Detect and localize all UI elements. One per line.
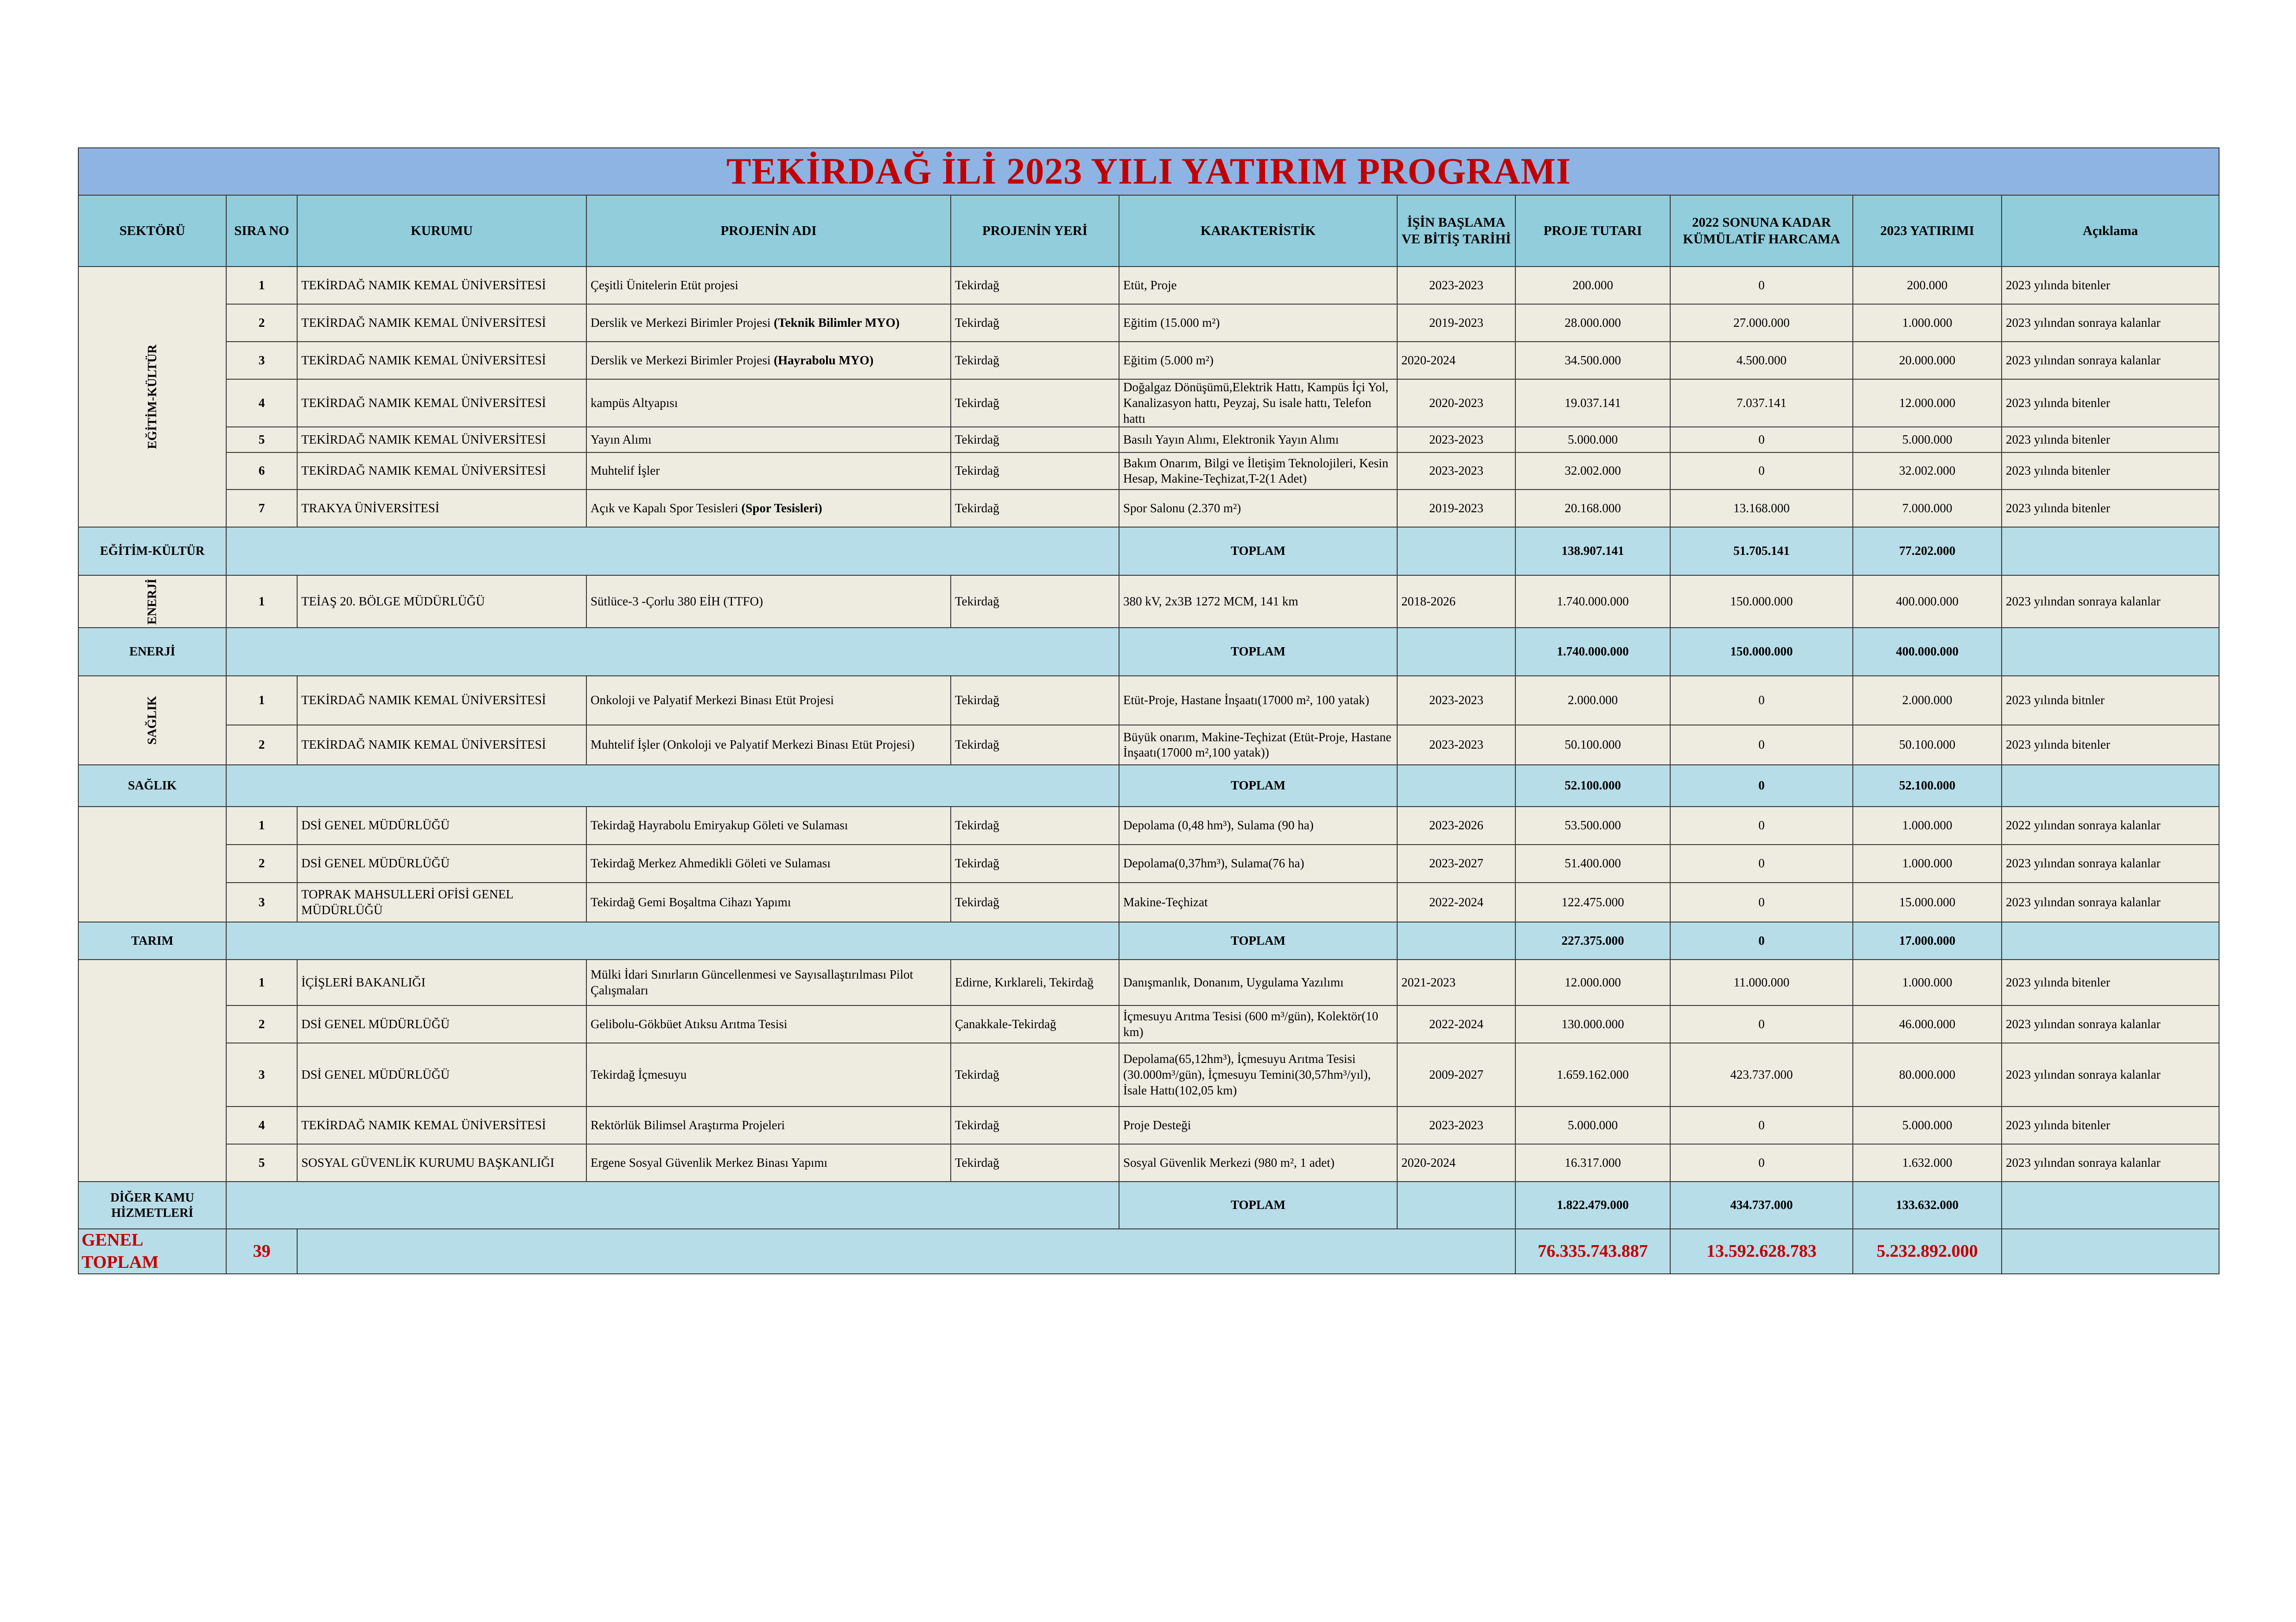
table-row <box>78 427 2219 452</box>
total-spacer <box>226 1182 1119 1229</box>
cell-note: 2023 yılında bitenler <box>2002 490 2219 527</box>
cell-amount: 200.000 <box>1515 267 1670 304</box>
cell-no: 3 <box>226 342 297 379</box>
cell-project-name <box>586 676 951 725</box>
total-dates-empty <box>1397 628 1515 676</box>
header-note: Açıklama <box>2002 195 2219 267</box>
project-name-text: Gelibolu-Gökbüet Atıksu Arıtma Tesisi <box>591 1017 788 1031</box>
cell-note: 2023 yılından sonraya kalanlar <box>2002 883 2219 922</box>
project-name-text: Muhtelif İşler (Onkoloji ve Palyatif Merkezi Binası Etüt Projesi) <box>591 738 915 752</box>
cell-note: 2023 yılında bitenler <box>2002 427 2219 452</box>
table-row <box>78 304 2219 342</box>
cell-note: 2023 yılından sonraya kalanlar <box>2002 304 2219 342</box>
cell-project-name <box>586 807 951 845</box>
cell-location: Tekirdağ <box>951 725 1119 765</box>
cell-invest2023: 32.002.000 <box>1853 452 2002 490</box>
cell-dates: 2023-2023 <box>1397 1107 1515 1144</box>
total-word: TOPLAM <box>1119 628 1397 676</box>
cell-project-name <box>586 725 951 765</box>
cell-cumulative: 0 <box>1670 883 1853 922</box>
cell-invest2023: 15.000.000 <box>1853 883 2002 922</box>
cell-project-name <box>586 1144 951 1182</box>
cell-project-name <box>586 267 951 304</box>
cell-characteristic: Depolama(65,12hm³), İçmesuyu Arıtma Tesisi (30.000m³/gün), İçmesuyu Temini(30,57hm³/yıl), İsale Hattı(102,05 km) <box>1119 1043 1397 1107</box>
total-word: TOPLAM <box>1119 765 1397 807</box>
grand-total-row <box>78 1229 2219 1274</box>
cell-location: Tekirdağ <box>951 304 1119 342</box>
cell-location: Tekirdağ <box>951 342 1119 379</box>
cell-dates: 2023-2023 <box>1397 676 1515 725</box>
total-cumulative: 434.737.000 <box>1670 1182 1853 1229</box>
cell-institution: TRAKYA ÜNİVERSİTESİ <box>297 490 586 527</box>
cell-institution: TEKİRDAĞ NAMIK KEMAL ÜNİVERSİTESİ <box>297 304 586 342</box>
cell-characteristic: Sosyal Güvenlik Merkezi (980 m², 1 adet) <box>1119 1144 1397 1182</box>
cell-dates: 2020-2024 <box>1397 342 1515 379</box>
cell-amount: 20.168.000 <box>1515 490 1670 527</box>
cell-note: 2023 yılında bitenler <box>2002 1107 2219 1144</box>
total-invest2023: 52.100.000 <box>1853 765 2002 807</box>
table-row <box>78 1005 2219 1043</box>
cell-institution: TEKİRDAĞ NAMIK KEMAL ÜNİVERSİTESİ <box>297 267 586 304</box>
total-invest2023: 77.202.000 <box>1853 527 2002 575</box>
cell-dates: 2019-2023 <box>1397 304 1515 342</box>
cell-location: Çanakkale-Tekirdağ <box>951 1005 1119 1043</box>
total-note-empty <box>2002 628 2219 676</box>
cell-project-name <box>586 490 951 527</box>
cell-dates: 2019-2023 <box>1397 490 1515 527</box>
table-row <box>78 490 2219 527</box>
cell-institution: TEKİRDAĞ NAMIK KEMAL ÜNİVERSİTESİ <box>297 1107 586 1144</box>
cell-note: 2023 yılında bitenler <box>2002 960 2219 1005</box>
cell-project-name <box>586 342 951 379</box>
cell-no: 1 <box>226 960 297 1005</box>
cell-dates: 2023-2023 <box>1397 725 1515 765</box>
total-invest2023: 133.632.000 <box>1853 1182 2002 1229</box>
cell-invest2023: 46.000.000 <box>1853 1005 2002 1043</box>
header-row <box>78 195 2219 267</box>
cell-institution: TEKİRDAĞ NAMIK KEMAL ÜNİVERSİTESİ <box>297 427 586 452</box>
project-name-bold: (Teknik Bilimler MYO) <box>774 315 900 330</box>
total-note-empty <box>2002 922 2219 960</box>
grand-total-invest2023: 5.232.892.000 <box>1853 1229 2002 1274</box>
cell-dates: 2023-2023 <box>1397 452 1515 490</box>
cell-invest2023: 50.100.000 <box>1853 725 2002 765</box>
sector-cell <box>78 575 226 628</box>
sector-cell <box>78 807 226 922</box>
cell-invest2023: 20.000.000 <box>1853 342 2002 379</box>
table-row <box>78 1107 2219 1144</box>
cell-location: Tekirdağ <box>951 1144 1119 1182</box>
cell-characteristic: Depolama(0,37hm³), Sulama(76 ha) <box>1119 845 1397 883</box>
grand-total-note-empty <box>2002 1229 2219 1274</box>
cell-location: Tekirdağ <box>951 427 1119 452</box>
cell-invest2023: 400.000.000 <box>1853 575 2002 628</box>
sector-total-label: ENERJİ <box>78 628 226 676</box>
cell-no: 5 <box>226 427 297 452</box>
cell-institution: SOSYAL GÜVENLİK KURUMU BAŞKANLIĞI <box>297 1144 586 1182</box>
cell-amount: 130.000.000 <box>1515 1005 1670 1043</box>
grand-total-spacer <box>297 1229 1515 1274</box>
project-name-text: Muhtelif İşler <box>591 464 660 478</box>
total-dates-empty <box>1397 922 1515 960</box>
cell-note: 2023 yılından sonraya kalanlar <box>2002 342 2219 379</box>
page-title: TEKİRDAĞ İLİ 2023 YILI YATIRIM PROGRAMI <box>78 148 2219 195</box>
cell-no: 4 <box>226 1107 297 1144</box>
cell-location: Tekirdağ <box>951 1043 1119 1107</box>
cell-cumulative: 13.168.000 <box>1670 490 1853 527</box>
cell-no: 1 <box>226 807 297 845</box>
cell-characteristic: Bakım Onarım, Bilgi ve İletişim Teknolojileri, Kesin Hesap, Makine-Teçhizat,T-2(1 Adet) <box>1119 452 1397 490</box>
cell-characteristic: Depolama (0,48 hm³), Sulama (90 ha) <box>1119 807 1397 845</box>
sector-total-row <box>78 527 2219 575</box>
table-row <box>78 845 2219 883</box>
sector-cell <box>78 267 226 527</box>
cell-project-name <box>586 379 951 427</box>
total-cumulative: 150.000.000 <box>1670 628 1853 676</box>
cell-amount: 16.317.000 <box>1515 1144 1670 1182</box>
cell-project-name <box>586 452 951 490</box>
header-cumulative: 2022 SONUNA KADAR KÜMÜLATİF HARCAMA <box>1670 195 1853 267</box>
cell-note: 2023 yılında bitnler <box>2002 676 2219 725</box>
cell-dates: 2020-2023 <box>1397 379 1515 427</box>
cell-no: 5 <box>226 1144 297 1182</box>
total-cumulative: 51.705.141 <box>1670 527 1853 575</box>
cell-cumulative: 0 <box>1670 427 1853 452</box>
cell-location: Tekirdağ <box>951 452 1119 490</box>
total-spacer <box>226 527 1119 575</box>
cell-no: 1 <box>226 575 297 628</box>
sector-total-row <box>78 628 2219 676</box>
cell-dates: 2020-2024 <box>1397 1144 1515 1182</box>
cell-institution: TEKİRDAĞ NAMIK KEMAL ÜNİVERSİTESİ <box>297 725 586 765</box>
cell-cumulative: 0 <box>1670 267 1853 304</box>
cell-amount: 12.000.000 <box>1515 960 1670 1005</box>
total-note-empty <box>2002 527 2219 575</box>
total-invest2023: 400.000.000 <box>1853 628 2002 676</box>
cell-amount: 19.037.141 <box>1515 379 1670 427</box>
cell-location: Tekirdağ <box>951 575 1119 628</box>
total-cumulative: 0 <box>1670 922 1853 960</box>
table-row <box>78 342 2219 379</box>
cell-cumulative: 0 <box>1670 725 1853 765</box>
cell-institution: TEKİRDAĞ NAMIK KEMAL ÜNİVERSİTESİ <box>297 676 586 725</box>
header-sector: SEKTÖRÜ <box>78 195 226 267</box>
cell-characteristic: Etüt, Proje <box>1119 267 1397 304</box>
cell-invest2023: 1.000.000 <box>1853 960 2002 1005</box>
cell-dates: 2009-2027 <box>1397 1043 1515 1107</box>
cell-location: Edirne, Kırklareli, Tekirdağ <box>951 960 1119 1005</box>
cell-no: 1 <box>226 676 297 725</box>
cell-invest2023: 5.000.000 <box>1853 427 2002 452</box>
cell-note: 2023 yılında bitenler <box>2002 452 2219 490</box>
header-institution: KURUMU <box>297 195 586 267</box>
cell-note: 2023 yılından sonraya kalanlar <box>2002 575 2219 628</box>
cell-no: 3 <box>226 1043 297 1107</box>
project-name-bold: (Spor Tesisleri) <box>741 501 822 515</box>
cell-dates: 2018-2026 <box>1397 575 1515 628</box>
total-word: TOPLAM <box>1119 527 1397 575</box>
cell-project-name <box>586 1107 951 1144</box>
cell-cumulative: 4.500.000 <box>1670 342 1853 379</box>
project-name-text: Tekirdağ Gemi Boşaltma Cihazı Yapımı <box>591 895 791 909</box>
total-dates-empty <box>1397 1182 1515 1229</box>
project-name-text: Açık ve Kapalı Spor Tesisleri <box>591 501 742 515</box>
project-name-text: Rektörlük Bilimsel Araştırma Projeleri <box>591 1118 785 1132</box>
sector-total-row <box>78 922 2219 960</box>
cell-characteristic: Spor Salonu (2.370 m²) <box>1119 490 1397 527</box>
cell-amount: 1.659.162.000 <box>1515 1043 1670 1107</box>
cell-note: 2023 yılından sonraya kalanlar <box>2002 1144 2219 1182</box>
cell-institution: TEKİRDAĞ NAMIK KEMAL ÜNİVERSİTESİ <box>297 342 586 379</box>
cell-institution: İÇİŞLERİ BAKANLIĞI <box>297 960 586 1005</box>
cell-institution: DSİ GENEL MÜDÜRLÜĞÜ <box>297 1005 586 1043</box>
total-amount: 138.907.141 <box>1515 527 1670 575</box>
cell-cumulative: 7.037.141 <box>1670 379 1853 427</box>
cell-institution: DSİ GENEL MÜDÜRLÜĞÜ <box>297 845 586 883</box>
total-dates-empty <box>1397 765 1515 807</box>
total-amount: 1.822.479.000 <box>1515 1182 1670 1229</box>
sector-total-row <box>78 1182 2219 1229</box>
project-name-text: Tekirdağ İçmesuyu <box>591 1067 687 1081</box>
cell-amount: 34.500.000 <box>1515 342 1670 379</box>
cell-project-name <box>586 304 951 342</box>
cell-project-name <box>586 1005 951 1043</box>
cell-dates: 2021-2023 <box>1397 960 1515 1005</box>
cell-invest2023: 80.000.000 <box>1853 1043 2002 1107</box>
total-note-empty <box>2002 765 2219 807</box>
cell-invest2023: 5.000.000 <box>1853 1107 2002 1144</box>
header-invest2023: 2023 YATIRIMI <box>1853 195 2002 267</box>
cell-amount: 50.100.000 <box>1515 725 1670 765</box>
project-name-text: Derslik ve Merkezi Birimler Projesi <box>591 353 774 367</box>
total-word: TOPLAM <box>1119 1182 1397 1229</box>
cell-institution: TEİAŞ 20. BÖLGE MÜDÜRLÜĞÜ <box>297 575 586 628</box>
cell-characteristic: Danışmanlık, Donanım, Uygulama Yazılımı <box>1119 960 1397 1005</box>
table-row <box>78 883 2219 922</box>
cell-characteristic: Makine-Teçhizat <box>1119 883 1397 922</box>
investment-table <box>78 147 2220 1274</box>
sector-cell <box>78 676 226 765</box>
cell-characteristic: Büyük onarım, Makine-Teçhizat (Etüt-Proje, Hastane İnşaatı(17000 m²,100 yatak)) <box>1119 725 1397 765</box>
cell-no: 7 <box>226 490 297 527</box>
total-invest2023: 17.000.000 <box>1853 922 2002 960</box>
grand-total-cumulative: 13.592.628.783 <box>1670 1229 1853 1274</box>
cell-cumulative: 423.737.000 <box>1670 1043 1853 1107</box>
cell-project-name <box>586 845 951 883</box>
cell-note: 2023 yılında bitenler <box>2002 725 2219 765</box>
header-amount: PROJE TUTARI <box>1515 195 1670 267</box>
cell-institution: DSİ GENEL MÜDÜRLÜĞÜ <box>297 807 586 845</box>
cell-cumulative: 150.000.000 <box>1670 575 1853 628</box>
cell-project-name <box>586 1043 951 1107</box>
table-row <box>78 960 2219 1005</box>
cell-dates: 2023-2023 <box>1397 267 1515 304</box>
table-row <box>78 379 2219 427</box>
cell-dates: 2022-2024 <box>1397 1005 1515 1043</box>
cell-characteristic: Eğitim (5.000 m²) <box>1119 342 1397 379</box>
cell-amount: 53.500.000 <box>1515 807 1670 845</box>
total-spacer <box>226 922 1119 960</box>
cell-project-name <box>586 960 951 1005</box>
cell-characteristic: Etüt-Proje, Hastane İnşaatı(17000 m², 100 yatak) <box>1119 676 1397 725</box>
cell-amount: 122.475.000 <box>1515 883 1670 922</box>
cell-no: 2 <box>226 845 297 883</box>
sector-total-label: DİĞER KAMU HİZMETLERİ <box>78 1182 226 1229</box>
table-row <box>78 807 2219 845</box>
project-name-text: Çeşitli Ünitelerin Etüt projesi <box>591 278 738 292</box>
cell-institution: TOPRAK MAHSULLERİ OFİSİ GENEL MÜDÜRLÜĞÜ <box>297 883 586 922</box>
cell-note: 2023 yılında bitenler <box>2002 267 2219 304</box>
cell-characteristic: Proje Desteği <box>1119 1107 1397 1144</box>
cell-invest2023: 2.000.000 <box>1853 676 2002 725</box>
project-name-bold: (Hayrabolu MYO) <box>774 353 874 367</box>
cell-invest2023: 7.000.000 <box>1853 490 2002 527</box>
total-amount: 1.740.000.000 <box>1515 628 1670 676</box>
sector-total-label: TARIM <box>78 922 226 960</box>
cell-location: Tekirdağ <box>951 379 1119 427</box>
cell-amount: 5.000.000 <box>1515 1107 1670 1144</box>
cell-cumulative: 0 <box>1670 1144 1853 1182</box>
cell-cumulative: 27.000.000 <box>1670 304 1853 342</box>
cell-no: 2 <box>226 304 297 342</box>
cell-cumulative: 0 <box>1670 676 1853 725</box>
cell-amount: 1.740.000.000 <box>1515 575 1670 628</box>
total-amount: 227.375.000 <box>1515 922 1670 960</box>
sector-total-row <box>78 765 2219 807</box>
cell-no: 1 <box>226 267 297 304</box>
header-characteristic: KARAKTERİSTİK <box>1119 195 1397 267</box>
cell-invest2023: 12.000.000 <box>1853 379 2002 427</box>
cell-invest2023: 200.000 <box>1853 267 2002 304</box>
table-row <box>78 452 2219 490</box>
cell-note: 2023 yılından sonraya kalanlar <box>2002 845 2219 883</box>
cell-dates: 2023-2023 <box>1397 427 1515 452</box>
cell-location: Tekirdağ <box>951 676 1119 725</box>
project-name-text: Yayın Alımı <box>591 432 652 446</box>
cell-note: 2023 yılından sonraya kalanlar <box>2002 1005 2219 1043</box>
cell-location: Tekirdağ <box>951 883 1119 922</box>
header-project-name: PROJENİN ADI <box>586 195 951 267</box>
cell-characteristic: İçmesuyu Arıtma Tesisi (600 m³/gün), Kolektör(10 km) <box>1119 1005 1397 1043</box>
cell-invest2023: 1.000.000 <box>1853 845 2002 883</box>
table-row <box>78 267 2219 304</box>
cell-no: 2 <box>226 1005 297 1043</box>
cell-dates: 2022-2024 <box>1397 883 1515 922</box>
sector-vertical-label: ENERJİ <box>145 579 159 625</box>
grand-total-count: 39 <box>226 1229 297 1274</box>
cell-amount: 5.000.000 <box>1515 427 1670 452</box>
total-word: TOPLAM <box>1119 922 1397 960</box>
cell-invest2023: 1.000.000 <box>1853 807 2002 845</box>
cell-cumulative: 0 <box>1670 452 1853 490</box>
cell-note: 2022 yılından sonraya kalanlar <box>2002 807 2219 845</box>
cell-location: Tekirdağ <box>951 807 1119 845</box>
cell-characteristic: Doğalgaz Dönüşümü,Elektrik Hattı, Kampüs İçi Yol, Kanalizasyon hattı, Peyzaj, Su isale hattı, Telefon hattı <box>1119 379 1397 427</box>
total-dates-empty <box>1397 527 1515 575</box>
cell-dates: 2023-2027 <box>1397 845 1515 883</box>
cell-note: 2023 yılından sonraya kalanlar <box>2002 1043 2219 1107</box>
cell-no: 6 <box>226 452 297 490</box>
header-no: SIRA NO <box>226 195 297 267</box>
cell-amount: 28.000.000 <box>1515 304 1670 342</box>
cell-invest2023: 1.000.000 <box>1853 304 2002 342</box>
cell-characteristic: Basılı Yayın Alımı, Elektronik Yayın Alımı <box>1119 427 1397 452</box>
cell-invest2023: 1.632.000 <box>1853 1144 2002 1182</box>
project-name-text: Tekirdağ Merkez Ahmedikli Göleti ve Sulaması <box>591 856 831 871</box>
cell-institution: DSİ GENEL MÜDÜRLÜĞÜ <box>297 1043 586 1107</box>
table-row <box>78 725 2219 765</box>
sector-vertical-label: SAĞLIK <box>145 696 159 745</box>
table-row <box>78 1043 2219 1107</box>
header-location: PROJENİN YERİ <box>951 195 1119 267</box>
cell-location: Tekirdağ <box>951 490 1119 527</box>
total-note-empty <box>2002 1182 2219 1229</box>
cell-cumulative: 0 <box>1670 845 1853 883</box>
cell-cumulative: 0 <box>1670 1107 1853 1144</box>
cell-institution: TEKİRDAĞ NAMIK KEMAL ÜNİVERSİTESİ <box>297 452 586 490</box>
cell-characteristic: 380 kV, 2x3B 1272 MCM, 141 km <box>1119 575 1397 628</box>
cell-project-name <box>586 427 951 452</box>
table-row <box>78 676 2219 725</box>
sector-vertical-label: EĞİTİM-KÜLTÜR <box>145 344 159 449</box>
cell-project-name <box>586 883 951 922</box>
sector-total-label: EĞİTİM-KÜLTÜR <box>78 527 226 575</box>
total-cumulative: 0 <box>1670 765 1853 807</box>
sector-total-label: SAĞLIK <box>78 765 226 807</box>
cell-amount: 32.002.000 <box>1515 452 1670 490</box>
header-dates: İŞİN BAŞLAMA VE BİTİŞ TARİHİ <box>1397 195 1515 267</box>
total-spacer <box>226 765 1119 807</box>
project-name-text: Mülki İdari Sınırların Güncellenmesi ve Sayısallaştırılması Pilot Çalışmaları <box>591 967 913 997</box>
cell-amount: 51.400.000 <box>1515 845 1670 883</box>
project-name-text: Derslik ve Merkezi Birimler Projesi <box>591 315 774 330</box>
cell-dates: 2023-2026 <box>1397 807 1515 845</box>
table-row <box>78 1144 2219 1182</box>
cell-no: 4 <box>226 379 297 427</box>
grand-total-amount: 76.335.743.887 <box>1515 1229 1670 1274</box>
project-name-text: Tekirdağ Hayrabolu Emiryakup Göleti ve Sulaması <box>591 818 848 833</box>
cell-cumulative: 0 <box>1670 807 1853 845</box>
cell-location: Tekirdağ <box>951 1107 1119 1144</box>
cell-institution: TEKİRDAĞ NAMIK KEMAL ÜNİVERSİTESİ <box>297 379 586 427</box>
cell-no: 3 <box>226 883 297 922</box>
project-name-text: Onkoloji ve Palyatif Merkezi Binası Etüt Projesi <box>591 693 834 707</box>
grand-total-label: GENEL TOPLAM <box>78 1229 226 1274</box>
cell-amount: 2.000.000 <box>1515 676 1670 725</box>
cell-cumulative: 0 <box>1670 1005 1853 1043</box>
project-name-text: kampüs Altyapısı <box>591 395 678 410</box>
cell-note: 2023 yılında bitenler <box>2002 379 2219 427</box>
cell-characteristic: Eğitim (15.000 m²) <box>1119 304 1397 342</box>
total-amount: 52.100.000 <box>1515 765 1670 807</box>
cell-location: Tekirdağ <box>951 267 1119 304</box>
cell-location: Tekirdağ <box>951 845 1119 883</box>
project-name-text: Ergene Sosyal Güvenlik Merkez Binası Yapımı <box>591 1155 827 1170</box>
cell-no: 2 <box>226 725 297 765</box>
total-spacer <box>226 628 1119 676</box>
project-name-text: Sütlüce-3 -Çorlu 380 EİH (TTFO) <box>591 594 763 608</box>
sector-cell <box>78 960 226 1182</box>
cell-project-name <box>586 575 951 628</box>
cell-cumulative: 11.000.000 <box>1670 960 1853 1005</box>
table-row <box>78 575 2219 628</box>
